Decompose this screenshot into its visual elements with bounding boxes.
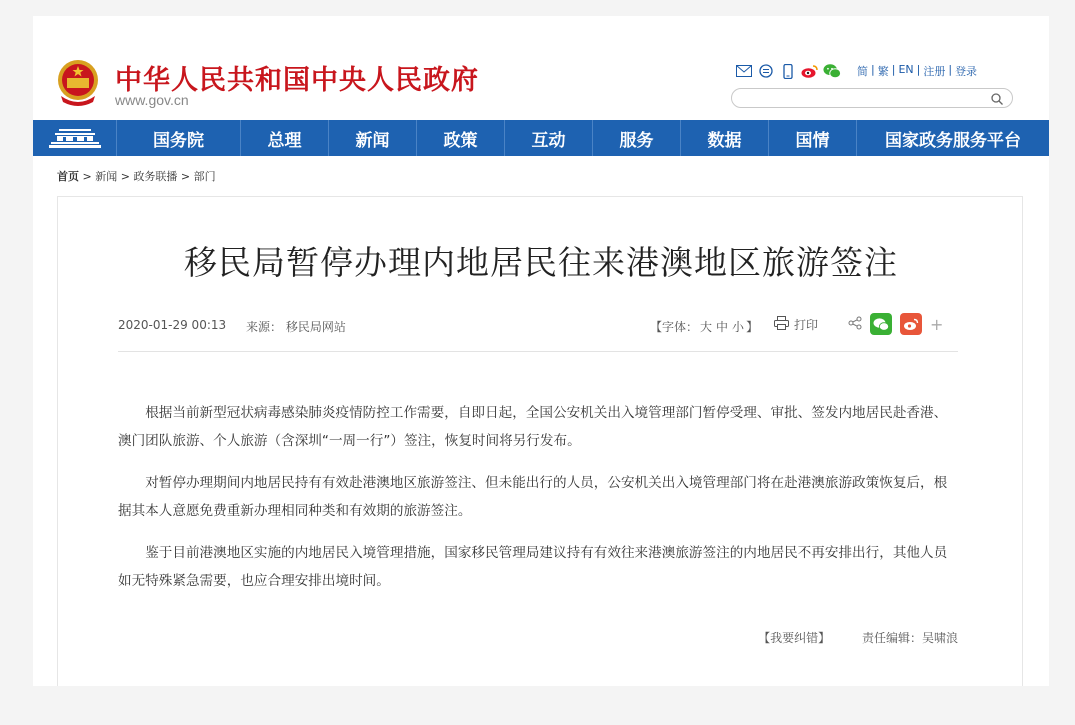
weibo-icon[interactable] xyxy=(801,62,819,80)
nav-home-tiananmen-icon[interactable] xyxy=(33,120,117,156)
breadcrumb-current[interactable]: 部门 xyxy=(193,170,216,183)
font-size-controls xyxy=(650,318,758,335)
nav-item-services[interactable]: 服务 xyxy=(593,120,681,156)
breadcrumb-separator: > xyxy=(117,170,134,183)
message-icon[interactable] xyxy=(757,62,775,80)
lang-links xyxy=(857,63,977,79)
breadcrumb-home[interactable]: 首页 xyxy=(57,170,79,183)
article-paragraph: 根据当前新型冠状病毒感染肺炎疫情防控工作需要，自即日起，全国公安机关出入境管理部门暂停受理、审批、签发内地居民赴香港、澳门团队旅游、个人旅游（含深圳“一周一行”）签注，恢复时间将另行发布。 xyxy=(118,405,948,449)
breadcrumb-news[interactable]: 新闻 xyxy=(95,170,118,183)
font-small-button[interactable]: 小 xyxy=(732,320,745,334)
site-url[interactable]: www.gov.cn xyxy=(115,92,189,108)
separator: | xyxy=(871,63,875,76)
font-size-label: 【字体： xyxy=(650,320,699,334)
header-tools xyxy=(735,62,841,80)
article-source: 来源： 移民局网站 xyxy=(246,320,346,334)
separator: | xyxy=(916,63,921,76)
article-meta xyxy=(118,316,958,352)
font-medium-button[interactable]: 中 xyxy=(716,320,729,334)
site-header xyxy=(33,16,1049,120)
main-nav xyxy=(33,120,1049,156)
lang-simplified-link[interactable]: 简 xyxy=(857,65,868,78)
nav-item-gov-service-platform[interactable]: 国家政务服务平台 xyxy=(885,130,1021,151)
error-report-link[interactable]: 【我要纠错】 xyxy=(758,631,831,645)
wechat-icon[interactable] xyxy=(823,62,841,80)
login-link[interactable]: 登录 xyxy=(955,65,978,78)
font-large-button[interactable]: 大 xyxy=(700,320,713,334)
nav-item-national-profile[interactable]: 国情 xyxy=(769,120,857,156)
share-wechat-icon[interactable] xyxy=(870,313,892,335)
nav-item-state-council[interactable]: 国务院 xyxy=(117,120,241,156)
site-name[interactable]: 中华人民共和国中央人民政府 xyxy=(115,65,479,96)
nav-item-data[interactable]: 数据 xyxy=(681,120,769,156)
national-emblem-logo[interactable] xyxy=(55,58,101,108)
share-more-button[interactable]: + xyxy=(930,314,944,334)
article-footer xyxy=(118,629,958,646)
publish-date: 2020-01-29 00:13 xyxy=(118,318,227,332)
mail-icon[interactable] xyxy=(735,62,753,80)
article-paragraph: 鉴于目前港澳地区实施的内地居民入境管理措施，国家移民管理局建议持有有效往来港澳旅游签注的内地居民不再安排出行，其他人员如无特殊紧急需要，也应合理安排出境时间。 xyxy=(118,545,948,589)
breadcrumb-section[interactable]: 政务联播 xyxy=(133,170,178,183)
lang-traditional-link[interactable]: 繁 xyxy=(877,65,889,78)
print-button[interactable] xyxy=(774,316,818,333)
nav-item-news[interactable]: 新闻 xyxy=(329,120,417,156)
print-label: 打印 xyxy=(794,318,819,332)
share-icon[interactable] xyxy=(848,316,862,333)
article-title: 移民局暂停办理内地居民往来港澳地区旅游签注 xyxy=(184,243,898,282)
search-input[interactable] xyxy=(731,88,1013,108)
nav-item-policy[interactable]: 政策 xyxy=(417,120,505,156)
breadcrumb-separator: > xyxy=(177,170,194,183)
share-weibo-icon[interactable] xyxy=(900,313,922,335)
responsible-editor: 责任编辑：吴啸浪 xyxy=(861,631,958,645)
share-bar xyxy=(848,313,943,335)
font-size-label-close: 】 xyxy=(746,320,759,334)
nav-item-premier[interactable]: 总理 xyxy=(241,120,329,156)
printer-icon xyxy=(774,316,789,333)
breadcrumb xyxy=(57,168,216,184)
search-icon[interactable] xyxy=(990,91,1004,105)
article-body xyxy=(118,399,958,609)
lang-english-link[interactable]: EN xyxy=(898,63,914,76)
article-paragraph: 对暂停办理期间内地居民持有有效赴港澳地区旅游签注、但未能出行的人员，公安机关出入境管理部门将在赴港澳旅游政策恢复后，根据其本人意愿免费重新办理相同种类和有效期的旅游签注。 xyxy=(118,475,948,519)
breadcrumb-separator: > xyxy=(79,170,96,183)
register-link[interactable]: 注册 xyxy=(923,65,946,78)
separator: | xyxy=(891,63,896,76)
page xyxy=(33,16,1049,686)
article xyxy=(57,196,1023,686)
nav-item-interaction[interactable]: 互动 xyxy=(505,120,593,156)
separator: | xyxy=(948,63,953,76)
mobile-icon[interactable] xyxy=(779,62,797,80)
